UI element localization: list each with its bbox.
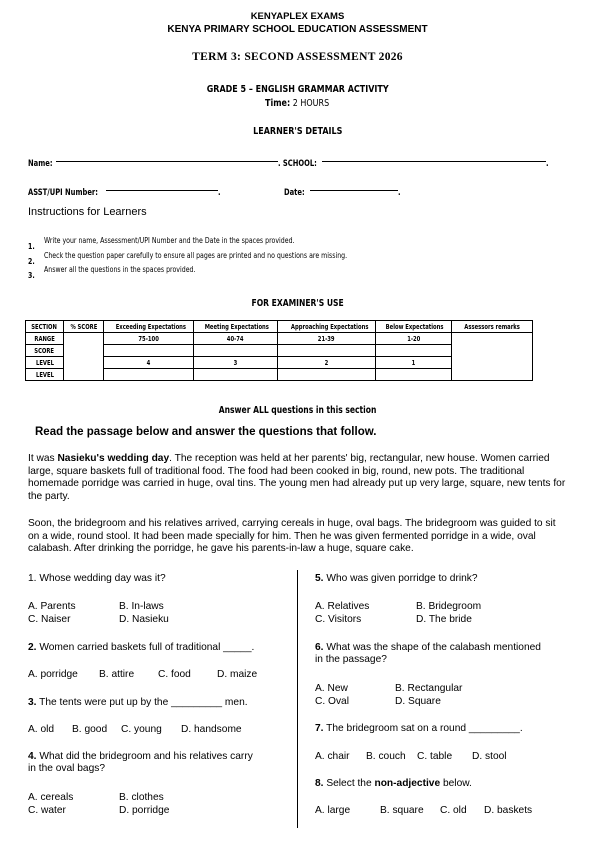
option-8d[interactable]: D. baskets (484, 805, 533, 816)
table-header: Exceeding Expectations (104, 321, 194, 333)
school-input[interactable] (322, 161, 546, 162)
score-entry[interactable] (104, 345, 194, 357)
table-header: SECTION (26, 321, 64, 333)
option-1b[interactable]: B. In-laws (119, 601, 164, 612)
score-entry[interactable] (376, 345, 452, 357)
question-7: 7. The bridegroom sat on a round _________. (315, 723, 523, 734)
time-label: Time: (265, 98, 291, 109)
option-1c[interactable]: C. Naiser (28, 614, 71, 625)
date-label-wrap (284, 182, 312, 200)
option-1d[interactable]: D. Nasieku (119, 614, 169, 625)
school-label: . SCHOOL: (278, 159, 317, 169)
option-3d[interactable]: D. handsome (181, 724, 242, 735)
option-6d[interactable]: D. Square (395, 696, 441, 707)
asst-end-dot: . (218, 188, 221, 198)
passage-paragraph-2: Soon, the bridegroom and his relatives arrived, carrying cereals in huge, oval bags. The bridegroom was guided to sit on a wide, round stool. It had been made specially for him. Then he was given fermented porridge in a wide, oval calabash. After drinking the porridge, he gave his parents-in-law a huge, square cake. (28, 518, 556, 554)
examiner-table (25, 320, 533, 381)
question-3: 3. The tents were put up by the _________ men. (28, 697, 248, 708)
org-name: KENYAPLEX EXAMS (250, 11, 345, 22)
school-end-dot-wrap (546, 153, 549, 171)
option-6b[interactable]: B. Rectangular (395, 683, 463, 694)
asst-label-wrap (28, 182, 121, 200)
level-entry[interactable] (376, 369, 452, 381)
time-line (0, 93, 595, 111)
option-2c[interactable]: C. food (158, 669, 191, 680)
option-7a[interactable]: A. chair (315, 751, 350, 762)
option-3c[interactable]: C. young (121, 724, 162, 735)
instruction-num: 1. (28, 242, 35, 251)
passage-highlight: Nasieku's wedding day (57, 453, 170, 464)
section-note: Answer ALL questions in this section (218, 405, 377, 416)
option-1a[interactable]: A. Parents (28, 601, 76, 612)
instruction-num: 3. (28, 271, 35, 280)
question-1: 1. Whose wedding day was it? (28, 573, 166, 584)
range-cell: 40-74 (194, 333, 278, 345)
remarks-cell[interactable] (452, 333, 533, 381)
question-5: 5. Who was given porridge to drink? (315, 573, 478, 584)
question-6: 6. What was the shape of the calabash mentioned (315, 642, 541, 653)
table-header: % SCORE (64, 321, 104, 333)
question-6-cont: in the passage? (315, 654, 387, 665)
time-value: 2 HOURS (293, 98, 330, 109)
instruction-text: Write your name, Assessment/UPI Number and the Date in the spaces provided. (44, 236, 295, 245)
question-4-cont: in the oval bags? (28, 763, 106, 774)
instruction-item-3 (28, 265, 196, 283)
grade-title: GRADE 5 – ENGLISH GRAMMAR ACTIVITY (206, 84, 389, 95)
level-entry[interactable] (104, 369, 194, 381)
school-label-wrap (278, 153, 330, 171)
level-cell: 2 (278, 357, 376, 369)
option-4c[interactable]: C. water (28, 805, 66, 816)
option-3a[interactable]: A. old (28, 724, 55, 735)
question-2: 2. Women carried baskets full of traditional _____. (28, 642, 255, 653)
table-header: Below Expectations (376, 321, 452, 333)
option-5b[interactable]: B. Bridegroom (416, 601, 482, 612)
option-8a[interactable]: A. large (315, 805, 351, 816)
passage-paragraph-1: It was Nasieku's wedding day. The reception was held at her parents' big, rectangular, new house. Women carried large, square baskets full of traditional food. The food had been cooked in big, round, new pots. The traditional homemade porridge was carried in huge, oval tins. The young men had already put up very large, square, new tents for the party. (28, 453, 566, 502)
score-cell[interactable] (64, 333, 104, 381)
option-7c[interactable]: C. table (417, 751, 453, 762)
option-4b[interactable]: B. clothes (119, 792, 164, 803)
assessment-title: KENYA PRIMARY SCHOOL EDUCATION ASSESSMENT (167, 24, 428, 35)
option-4d[interactable]: D. porridge (119, 805, 170, 816)
asst-end-dot-wrap (218, 182, 221, 200)
learners-details-title: LEARNER'S DETAILS (252, 126, 343, 137)
table-header: Meeting Expectations (194, 321, 278, 333)
range-cell: 21-39 (278, 333, 376, 345)
score-entry[interactable] (194, 345, 278, 357)
asst-label: ASST/UPI Number: (28, 188, 98, 198)
table-row (26, 333, 533, 345)
option-5a[interactable]: A. Relatives (315, 601, 370, 612)
level-entry[interactable] (278, 369, 376, 381)
date-label: Date: (284, 188, 305, 198)
level-cell: 3 (194, 357, 278, 369)
score-entry[interactable] (278, 345, 376, 357)
name-field-row (28, 153, 61, 171)
level-entry[interactable] (194, 369, 278, 381)
option-6a[interactable]: A. New (315, 683, 348, 694)
column-divider (297, 570, 298, 828)
instruction-text: Answer all the questions in the spaces provided. (44, 265, 196, 274)
row-label: LEVEL (26, 369, 64, 381)
school-end-dot: . (546, 159, 549, 169)
range-cell: 1-20 (376, 333, 452, 345)
level-cell: 1 (376, 357, 452, 369)
option-8c[interactable]: C. old (440, 805, 467, 816)
option-2d[interactable]: D. maize (217, 669, 258, 680)
term-title: TERM 3: SECOND ASSESSMENT 2026 (192, 51, 403, 63)
row-label: SCORE (26, 345, 64, 357)
option-7b[interactable]: B. couch (366, 751, 406, 762)
row-label: RANGE (26, 333, 64, 345)
asst-input[interactable] (106, 190, 218, 191)
table-header: Approaching Expectations (278, 321, 376, 333)
name-input[interactable] (56, 161, 278, 162)
question-8: 8. Select the non-adjective below. (315, 778, 472, 789)
table-header-row (26, 321, 533, 333)
option-2a[interactable]: A. porridge (28, 669, 78, 680)
instruction-num: 2. (28, 257, 35, 266)
option-8b[interactable]: B. square (380, 805, 424, 816)
examiner-title-line (0, 293, 595, 311)
option-5d[interactable]: D. The bride (416, 614, 472, 625)
option-6c[interactable]: C. Oval (315, 696, 349, 707)
name-label: Name: (28, 159, 53, 169)
level-cell: 4 (104, 357, 194, 369)
date-end-dot: . (398, 188, 401, 198)
examiner-title: FOR EXAMINER'S USE (251, 298, 344, 309)
option-5c[interactable]: C. Visitors (315, 614, 362, 625)
option-2b[interactable]: B. attire (99, 669, 135, 680)
date-end-dot-wrap (398, 182, 401, 200)
option-3b[interactable]: B. good (72, 724, 108, 735)
learners-details-line (0, 121, 595, 139)
option-4a[interactable]: A. cereals (28, 792, 74, 803)
section-note-line (0, 400, 595, 418)
date-input[interactable] (310, 190, 398, 191)
row-label: LEVEL (26, 357, 64, 369)
option-7d[interactable]: D. stool (472, 751, 507, 762)
range-cell: 75-100 (104, 333, 194, 345)
passage-instruction: Read the passage below and answer the questions that follow. (35, 426, 377, 438)
instructions-title: Instructions for Learners (28, 206, 147, 218)
instruction-text: Check the question paper carefully to ensure all pages are printed and no questions are missing. (44, 251, 348, 260)
table-header: Assessors remarks (452, 321, 533, 333)
question-4: 4. What did the bridegroom and his relatives carry (28, 751, 253, 762)
